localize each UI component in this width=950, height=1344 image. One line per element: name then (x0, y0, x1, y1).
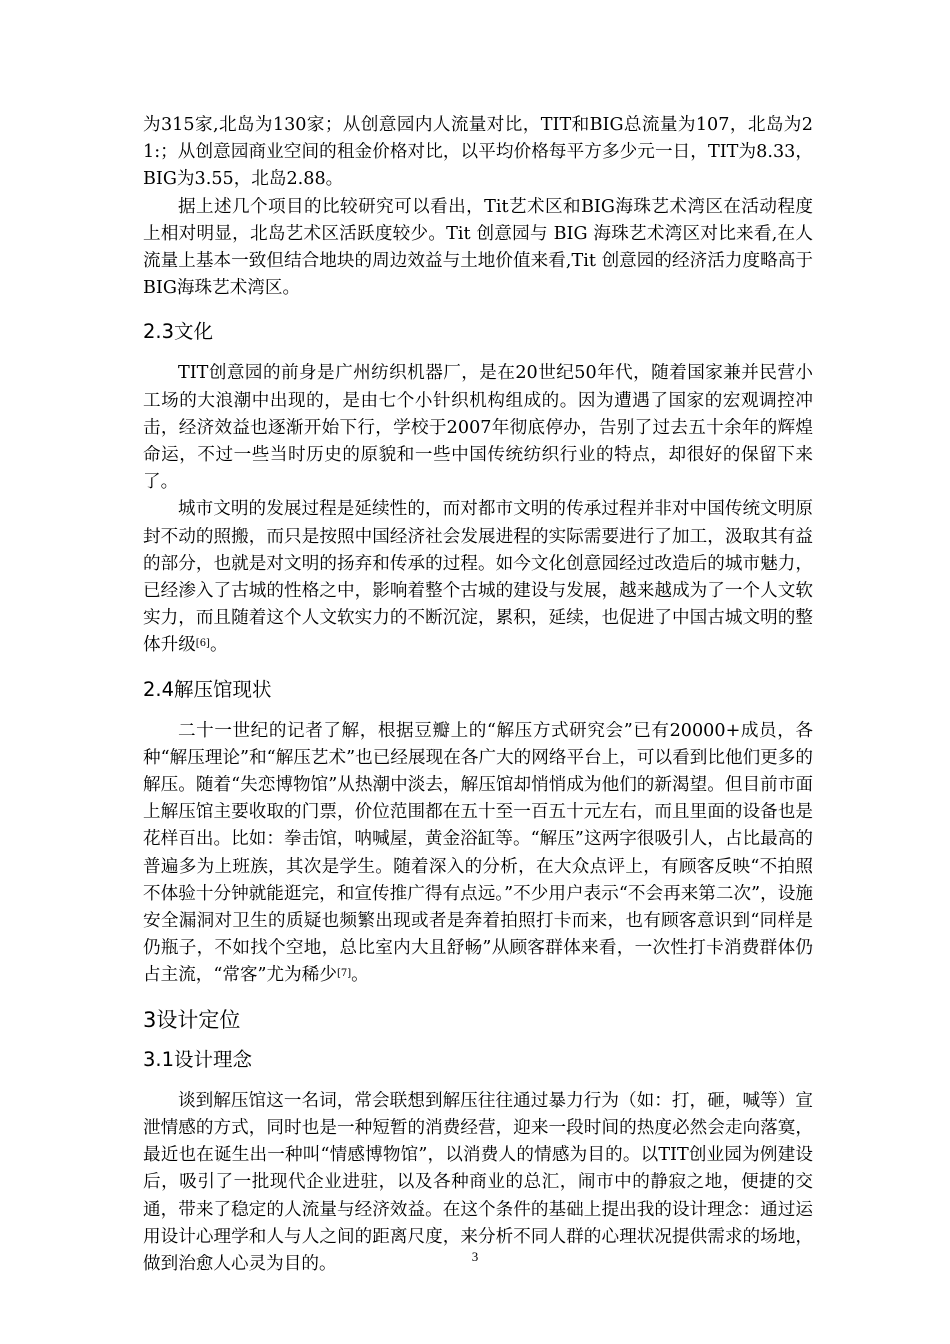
paragraph-design-concept: 谈到解压馆这一名词，常会联想到解压往往通过暴力行为（如：打，砸，喊等）宣泄情感的方式，同时也是一种短暂的消费经营，迎来一段时间的热度必然会走向落寞，最近也在诞生出一种叫“情感博物馆”，以消费人的情感为目的。以TIT创业园为例建设后，吸引了一批现代企业进驻，以及各种商业的总汇，闹市中的静寂之地，便捷的交通，带来了稳定的人流量与经济效益。在这个条件的基础上提出我的设计理念：通过运用设计心理学和人与人之间的距离尺度，来分析不同人群的心理状况提供需求的场地，做到治愈人心灵为目的。 (143, 1090, 813, 1274)
paragraph-comparison: 据上述几个项目的比较研究可以看出，Tit艺术区和BIG海珠艺术湾区在活动程度上相对明显，北岛艺术区活跃度较少。Tit 创意园与 BIG 海珠艺术湾区对比来看,在人流量上基本一致但结合地块的周边效益与土地价值来看,Tit 创意园的经济活力度略高于 BIG海珠艺术湾区。 (143, 196, 813, 299)
citation-ref-7: [7] (336, 968, 352, 980)
paragraph-decompression-status (143, 718, 813, 990)
chapter-heading-3: 3设计定位 (143, 1007, 241, 1032)
paragraph-culture-inheritance-end: 。 (209, 635, 228, 656)
section-heading-2-3: 2.3文化 (143, 320, 214, 344)
paragraph-continued: 为315家,北岛为130家；从创意园内人流量对比，TIT和BIG总流量为107，北岛为21:；从创意园商业空间的租金价格对比，以平均价格每平方多少元一日，TIT为8.33，BIG为3.55，北岛2.88。 (143, 115, 813, 190)
paragraph-culture-inheritance (143, 496, 813, 659)
document-body (143, 112, 813, 1278)
paragraph-decompression-status-end: 。 (351, 965, 369, 986)
citation-ref-6: [6] (195, 638, 210, 650)
paragraph-culture-inheritance-text: 城市文明的发展过程是延续性的，而对都市文明的传承过程并非对中国传统文明原封不动的照搬，而只是按照中国经济社会发展进程的实际需要进行了加工，汲取其有益的部分，也就是对文明的扬弃和传承的过程。如今文化创意园经过改造后的城市魅力，已经渗入了古城的性格之中，影响着整个古城的建设与发展，越来越成为了一个人文软实力，而且随着这个人文软实力的不断沉淀，累积，延续，也促进了中国古城文明的整体升级 (143, 499, 813, 656)
section-heading-2-4: 2.4解压馆现状 (143, 677, 272, 701)
page-number: 3 (471, 1249, 479, 1264)
section-heading-3-1: 3.1设计理念 (143, 1047, 253, 1071)
paragraph-decompression-status-text: 二十一世纪的记者了解，根据豆瓣上的“解压方式研究会”已有20000+成员，各种“解压理论”和“解压艺术”也已经展现在各广大的网络平台上，可以看到比他们更多的解压。随着“失恋博物馆”从热潮中淡去，解压馆却悄悄成为他们的新渴望。但目前市面上解压馆主要收取的门票，价位范围都在五十至一百五十元左右，而且里面的设备也是花样百出。比如：拳击馆，呐喊屋，黄金浴缸等。“解压”这两字很吸引人，占比最高的普遍多为上班族，其次是学生。随着深入的分析，在大众点评上，有顾客反映“不拍照不体验十分钟就能逛完，和宣传推广得有点远。”不少用户表示“不会再来第二次”，设施安全漏洞对卫生的质疑也频繁出现或者是奔着拍照打卡而来，也有顾客意识到“同样是仍瓶子，不如找个空地，总比室内大且舒畅”从顾客群体来看，一次性打卡消费群体仍占主流，“常客”尤为稀少 (143, 720, 813, 986)
paragraph-culture-history: TIT创意园的前身是广州纺织机器厂，是在20世纪50年代，随着国家兼并民营小工场的大浪潮中出现的，是由七个小针织机构组成的。因为遭遇了国家的宏观调控冲击，经济效益也逐渐开始下行，学校于2007年彻底停办，告别了过去五十余年的辉煌命运，不过一些当时历史的原貌和一些中国传统纺织行业的特点，却很好的保留下来了。 (143, 363, 813, 493)
